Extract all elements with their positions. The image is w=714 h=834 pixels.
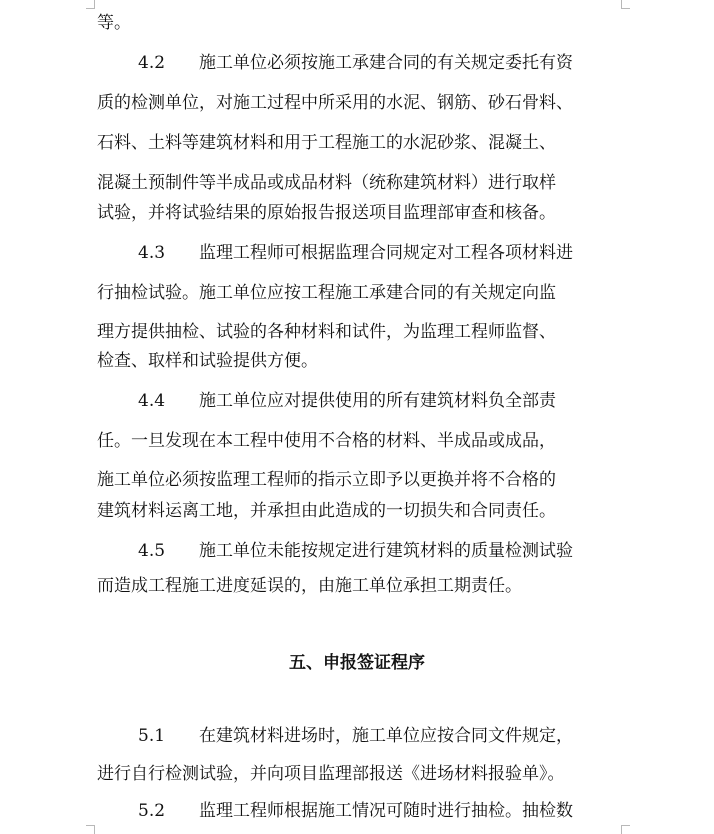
- text-line: 质的检测单位，对施工过程中所采用的水泥、钢筋、砂石骨料、: [97, 93, 573, 113]
- text-line: 施工单位必须按监理工程师的指示立即予以更换并将不合格的: [97, 470, 556, 490]
- text-line: 混凝土预制件等半成品或成品材料（统称建筑材料）进行取样: [97, 173, 556, 193]
- clause-5-1-first-line: 5.1 在建筑材料进场时，施工单位应按合同文件规定，: [138, 726, 574, 746]
- text-line: 检查、取样和试验提供方便。: [97, 351, 318, 371]
- crop-mark-top-left: [86, 0, 95, 9]
- text-line: 建筑材料运离工地，并承担由此造成的一切损失和合同责任。: [97, 501, 556, 521]
- text-line: 等。: [97, 13, 131, 33]
- text-line: 石料、土料等建筑材料和用于工程施工的水泥砂浆、混凝土、: [97, 133, 556, 153]
- clause-4-2-first-line: 4.2 施工单位必须按施工承建合同的有关规定委托有资: [138, 53, 574, 73]
- text-line: 而造成工程施工进度延误的，由施工单位承担工期责任。: [97, 576, 522, 596]
- text-line: 任。一旦发现在本工程中使用不合格的材料、半成品或成品，: [97, 431, 556, 451]
- text-line: 行抽检试验。施工单位应按工程施工承建合同的有关规定向监: [97, 283, 556, 303]
- clause-5-2-first-line: 5.2 监理工程师根据施工情况可随时进行抽检。抽检数: [138, 801, 574, 821]
- crop-mark-top-right: [621, 0, 630, 9]
- section-heading: 五、申报签证程序: [289, 653, 425, 673]
- text-line: 试验，并将试验结果的原始报告报送项目监理部审查和核备。: [97, 203, 556, 223]
- text-line: 进行自行检测试验，并向项目监理部报送《进场材料报验单》。: [97, 764, 565, 784]
- clause-4-5-first-line: 4.5 施工单位未能按规定进行建筑材料的质量检测试验: [138, 541, 574, 561]
- clause-4-3-first-line: 4.3 监理工程师可根据监理合同规定对工程各项材料进: [138, 243, 574, 263]
- text-line: 理方提供抽检、试验的各种材料和试件，为监理工程师监督、: [97, 322, 556, 342]
- clause-4-4-first-line: 4.4 施工单位应对提供使用的所有建筑材料负全部责: [138, 391, 557, 411]
